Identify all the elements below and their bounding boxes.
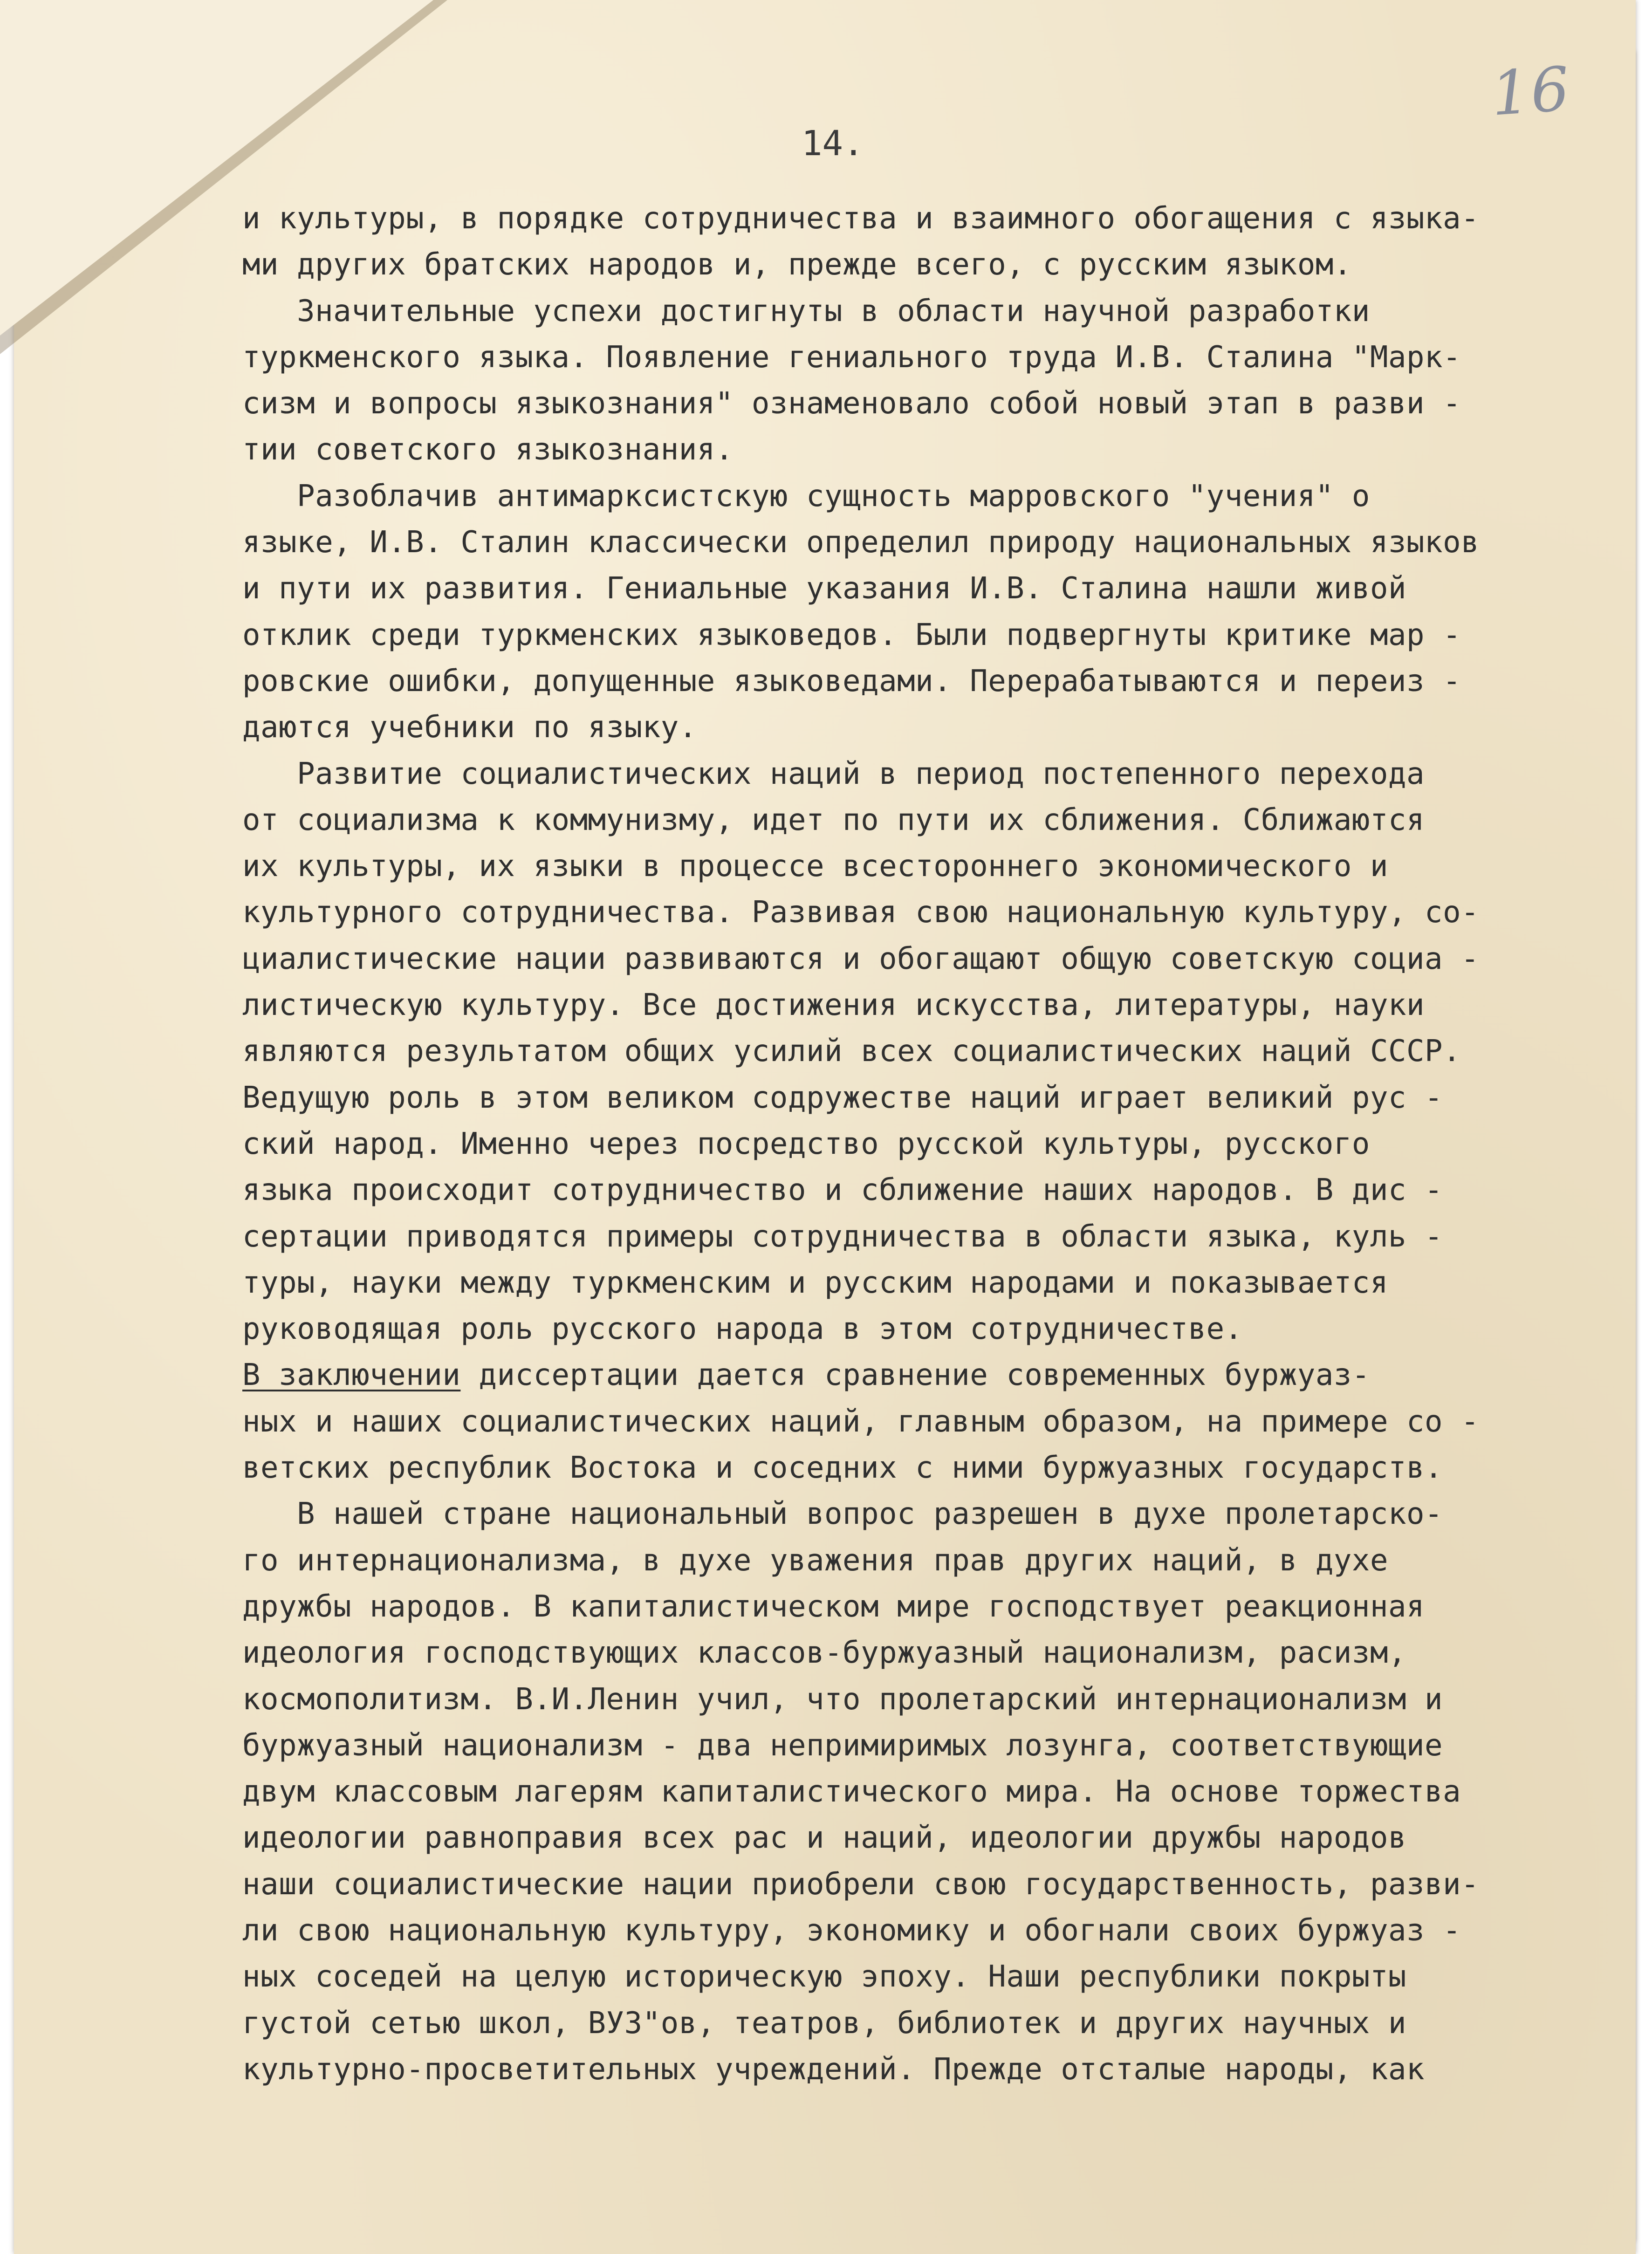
text-line: их культуры, их языки в процессе всестороннего экономического и (242, 849, 1388, 884)
text-line: от социализма к коммунизму, идет по пути их сближения. Сближаются (242, 802, 1425, 837)
text-fragment: диссертации дается сравнение современных буржуаз- (460, 1358, 1370, 1393)
page-number: 14. (802, 123, 864, 164)
text-line: языка происходит сотрудничество и сближение наших народов. В дис - (242, 1173, 1443, 1208)
text-line-with-heading (242, 1352, 1594, 1398)
text-line: отклик среди туркменских языковедов. Были подвергнуты критике мар - (242, 617, 1461, 652)
text-line: наши социалистические нации приобрели свою государственность, разви- (242, 1867, 1480, 1902)
text-line: руководящая роль русского народа в этом сотрудничестве. (242, 1312, 1243, 1347)
text-line: сертации приводятся примеры сотрудничества в области языка, куль - (242, 1219, 1443, 1254)
underlined-section-heading: В заключении (242, 1358, 461, 1393)
text-line: Значительные успехи достигнуты в области научной разработки (242, 294, 1370, 329)
text-line: ных и наших социалистических наций, главным образом, на примере со - (242, 1404, 1480, 1439)
text-line: листическую культуру. Все достижения искусства, литературы, науки (242, 988, 1425, 1023)
text-line: Разоблачив антимарксистскую сущность марровского "учения" о (242, 479, 1370, 514)
text-line: являются результатом общих усилий всех социалистических наций СССР. (242, 1034, 1461, 1069)
typewritten-page (14, 0, 1636, 2254)
text-line: культурно-просветительных учреждений. Прежде отсталые народы, как (242, 2052, 1425, 2087)
page-body-text (242, 196, 1594, 2093)
text-line: густой сетью школ, ВУЗ"ов, театров, библиотек и других научных и (242, 2006, 1406, 2041)
text-line: буржуазный национализм - два непримиримых лозунга, соответствующие (242, 1728, 1443, 1763)
text-line: сизм и вопросы языкознания" ознаменовало собой новый этап в разви - (242, 386, 1461, 421)
text-line: дружбы народов. В капиталистическом мире господствует реакционная (242, 1589, 1425, 1624)
text-line: ский народ. Именно через посредство русской культуры, русского (242, 1126, 1370, 1161)
text-line: ровские ошибки, допущенные языковедами. Перерабатываются и переиз - (242, 664, 1461, 699)
text-line: тии советского языкознания. (242, 432, 733, 467)
text-line: В нашей стране национальный вопрос разрешен в духе пролетарско- (242, 1497, 1443, 1532)
text-line: даются учебники по языку. (242, 710, 697, 745)
text-line: туркменского языка. Появление гениального труда И.В. Сталина "Марк- (242, 340, 1461, 375)
text-line: го интернационализма, в духе уважения прав других наций, в духе (242, 1543, 1388, 1578)
text-line: Ведущую роль в этом великом содружестве наций играет великий рус - (242, 1080, 1443, 1115)
text-line: и культуры, в порядке сотрудничества и взаимного обогащения с языка- (242, 201, 1480, 236)
text-line: ми других братских народов и, прежде всего, с русским языком. (242, 247, 1352, 282)
text-line: ных соседей на целую историческую эпоху. Наши республики покрыты (242, 1959, 1406, 1994)
text-line: Развитие социалистических наций в период постепенного перехода (242, 756, 1425, 791)
text-line: циалистические нации развиваются и обогащают общую советскую социа - (242, 941, 1480, 976)
text-line: туры, науки между туркменским и русским народами и показывается (242, 1265, 1388, 1300)
archive-folio-number: 16 (1488, 53, 1573, 130)
text-line: и пути их развития. Гениальные указания И.В. Сталина нашли живой (242, 571, 1406, 606)
text-line: двум классовым лагерям капиталистического мира. На основе торжества (242, 1774, 1461, 1809)
text-line: языке, И.В. Сталин классически определил природу национальных языков (242, 525, 1480, 560)
text-line: культурного сотрудничества. Развивая свою национальную культуру, со- (242, 895, 1480, 930)
text-line: идеологии равноправия всех рас и наций, идеологии дружбы народов (242, 1821, 1406, 1856)
text-line: ли свою национальную культуру, экономику и обогнали своих буржуаз - (242, 1913, 1461, 1948)
text-line: идеология господствующих классов-буржуазный национализм, расизм, (242, 1636, 1406, 1671)
text-line: космополитизм. В.И.Ленин учил, что пролетарский интернационализм и (242, 1682, 1443, 1717)
text-line: ветских республик Востока и соседних с ними буржуазных государств. (242, 1451, 1443, 1486)
